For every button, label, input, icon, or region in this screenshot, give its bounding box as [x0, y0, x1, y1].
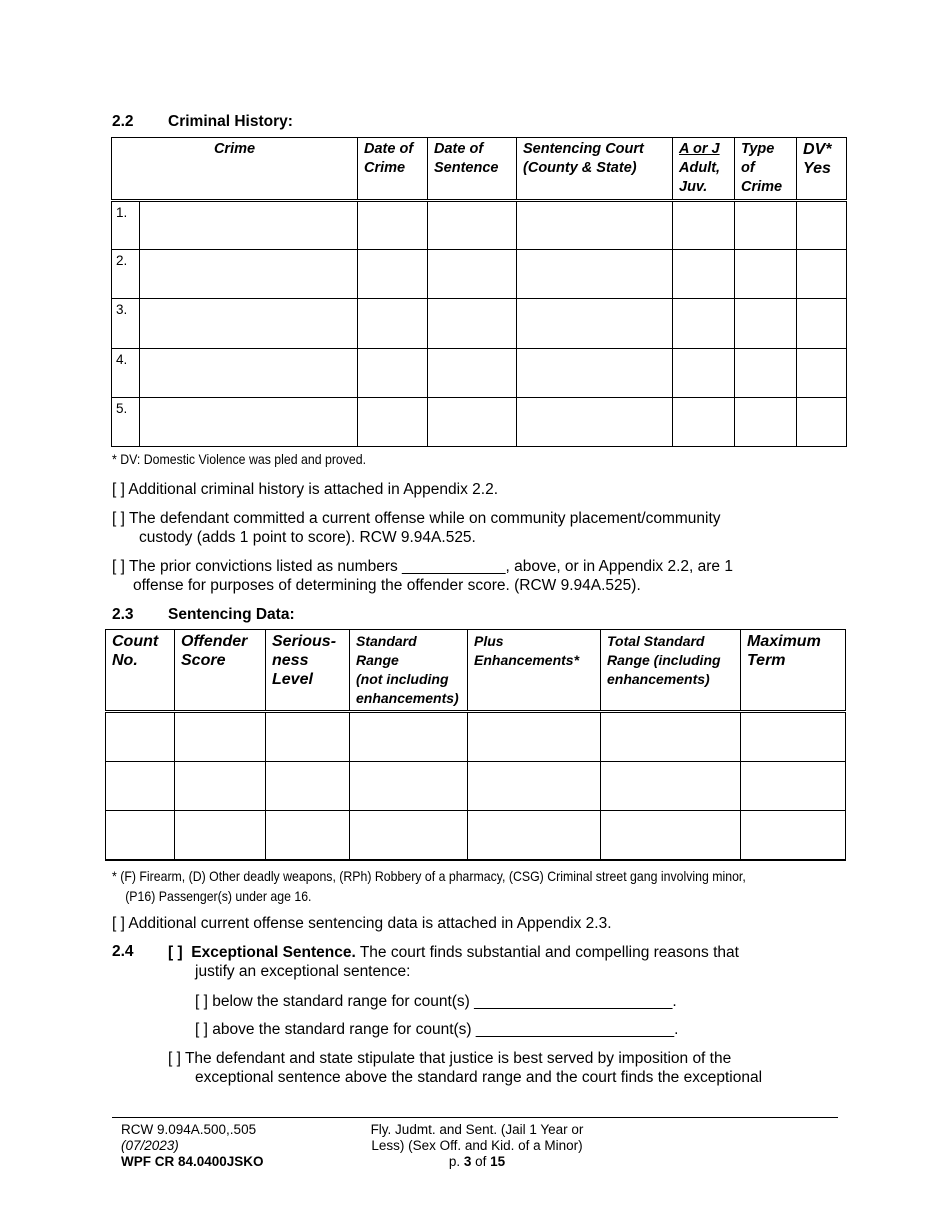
enhancements-cell[interactable] [468, 712, 601, 762]
date-of-sentence-cell[interactable] [428, 299, 517, 349]
dv-cell[interactable] [797, 250, 847, 299]
exceptional-checkbox[interactable]: [ ] [168, 944, 183, 961]
date-of-sentence-cell[interactable] [428, 201, 517, 250]
header-total-standard-range: Total Standard Range (including enhancements) [601, 630, 741, 712]
adult-juv-cell[interactable] [673, 299, 735, 349]
standard-range-cell[interactable] [350, 762, 468, 811]
date-of-sentence-cell[interactable] [428, 349, 517, 398]
crime-cell[interactable] [140, 398, 358, 447]
dv-cell[interactable] [797, 299, 847, 349]
crime-cell[interactable] [140, 349, 358, 398]
option-stipulation[interactable]: [ ] The defendant and state stipulate that justice is best served by imposition of the exceptional sentence above the standard range and the court finds the exceptional [168, 1050, 763, 1086]
seriousness-cell[interactable] [266, 762, 350, 811]
dv-footnote: * DV: Domestic Violence was pled and proved. [112, 451, 367, 467]
header-plus-enhancements: Plus Enhancements* [468, 630, 601, 712]
type-cell[interactable] [735, 349, 797, 398]
header-standard-range: Standard Range (not including enhancements) [350, 630, 468, 712]
total-range-cell[interactable] [601, 811, 741, 860]
adult-juv-cell[interactable] [673, 398, 735, 447]
stipulation-checkbox[interactable]: [ ] [168, 1050, 181, 1067]
dv-cell[interactable] [797, 201, 847, 250]
date-of-crime-cell[interactable] [358, 201, 428, 250]
type-cell[interactable] [735, 201, 797, 250]
section-2-3-title: Sentencing Data: [168, 606, 295, 623]
total-range-cell[interactable] [601, 762, 741, 811]
enhancements-footnote: * (F) Firearm, (D) Other deadly weapons, (RPh) Robbery of a pharmacy, (CSG) Criminal street gang involving minor, (P16) Passenger(s) under age 16. [112, 868, 746, 904]
seriousness-cell[interactable] [266, 712, 350, 762]
maximum-term-cell[interactable] [741, 712, 846, 762]
header-offender-score: Offender Score [175, 630, 266, 712]
header-type-of-crime: Type of Crime [735, 138, 797, 201]
date-of-sentence-cell[interactable] [428, 250, 517, 299]
adult-juv-cell[interactable] [673, 201, 735, 250]
table-row [112, 201, 847, 250]
page-number: p. 3 of 15 [448, 1154, 506, 1169]
standard-range-cell[interactable] [350, 712, 468, 762]
option-additional-sentencing-data[interactable]: [ ] Additional current offense sentencing data is attached in Appendix 2.3. [112, 915, 612, 932]
header-seriousness-level: Serious- ness Level [266, 630, 350, 712]
total-range-cell[interactable] [601, 712, 741, 762]
header-date-of-crime: Date of Crime [358, 138, 428, 201]
type-cell[interactable] [735, 299, 797, 349]
count-cell[interactable] [106, 712, 175, 762]
adult-juv-cell[interactable] [673, 349, 735, 398]
table-row [112, 398, 847, 447]
header-date-of-sentence: Date of Sentence [428, 138, 517, 201]
type-cell[interactable] [735, 250, 797, 299]
court-cell[interactable] [517, 250, 673, 299]
table-row [106, 811, 846, 860]
exceptional-title: Exceptional Sentence. [191, 944, 356, 961]
offender-score-cell[interactable] [175, 762, 266, 811]
date-of-crime-cell[interactable] [358, 299, 428, 349]
header-sentencing-court: Sentencing Court (County & State) [517, 138, 673, 201]
enhancements-cell[interactable] [468, 811, 601, 860]
type-cell[interactable] [735, 398, 797, 447]
crime-cell[interactable] [140, 201, 358, 250]
table-row [112, 250, 847, 299]
maximum-term-cell[interactable] [741, 762, 846, 811]
crime-cell[interactable] [140, 299, 358, 349]
option-additional-history[interactable]: [ ] Additional criminal history is attached in Appendix 2.2. [112, 481, 498, 498]
count-cell[interactable] [106, 811, 175, 860]
standard-range-cell[interactable] [350, 811, 468, 860]
section-2-2-number: 2.2 [112, 113, 134, 130]
table-row [112, 299, 847, 349]
option-below-range[interactable]: [ ] below the standard range for count(s) _______________________. [195, 993, 677, 1010]
date-of-crime-cell[interactable] [358, 398, 428, 447]
adult-juv-cell[interactable] [673, 250, 735, 299]
footer-left: RCW 9.094A.500,.505 (07/2023) WPF CR 84.0400JSKO [121, 1122, 264, 1169]
crime-cell[interactable] [140, 250, 358, 299]
date-of-crime-cell[interactable] [358, 250, 428, 299]
option-prior-convictions[interactable]: [ ] The prior convictions listed as numbers ____________, above, or in Appendix 2.2, are 1 offense for purposes of determining the offender score. (RCW 9.94A.525). [112, 558, 733, 594]
section-2-2-title: Criminal History: [168, 113, 293, 130]
header-count-no: Count No. [106, 630, 175, 712]
option-above-range[interactable]: [ ] above the standard range for count(s) _______________________. [195, 1021, 679, 1038]
header-crime: Crime [112, 138, 358, 201]
date-of-sentence-cell[interactable] [428, 398, 517, 447]
offender-score-cell[interactable] [175, 712, 266, 762]
table-row [106, 712, 846, 762]
court-cell[interactable] [517, 299, 673, 349]
header-maximum-term: Maximum Term [741, 630, 846, 712]
sentencing-data-table [105, 629, 846, 861]
row-number: 5. [112, 398, 140, 447]
header-adult-juv: A or J Adult, Juv. [673, 138, 735, 201]
dv-cell[interactable] [797, 349, 847, 398]
option-community-custody[interactable]: [ ] The defendant committed a current offense while on community placement/community custody (adds 1 point to score). RCW 9.94A.525. [112, 510, 721, 546]
enhancements-cell[interactable] [468, 762, 601, 811]
row-number: 2. [112, 250, 140, 299]
exceptional-sentence-option[interactable]: [ ] Exceptional Sentence. The court finds substantial and compelling reasons that justify an exceptional sentence: [168, 944, 739, 980]
section-2-3-number: 2.3 [112, 606, 134, 623]
row-number: 1. [112, 201, 140, 250]
dv-cell[interactable] [797, 398, 847, 447]
date-of-crime-cell[interactable] [358, 349, 428, 398]
table-row [112, 349, 847, 398]
table-row [106, 762, 846, 811]
row-number: 3. [112, 299, 140, 349]
seriousness-cell[interactable] [266, 811, 350, 860]
criminal-history-table [111, 137, 847, 447]
footer-center: Fly. Judmt. and Sent. (Jail 1 Year or Less) (Sex Off. and Kid. of a Minor) p. 3 of 15 [357, 1122, 597, 1170]
offender-score-cell[interactable] [175, 811, 266, 860]
court-cell[interactable] [517, 201, 673, 250]
court-cell[interactable] [517, 398, 673, 447]
section-2-4-number: 2.4 [112, 943, 134, 960]
row-number: 4. [112, 349, 140, 398]
maximum-term-cell[interactable] [741, 811, 846, 860]
court-cell[interactable] [517, 349, 673, 398]
header-dv-yes: DV* Yes [797, 138, 847, 201]
count-cell[interactable] [106, 762, 175, 811]
footer-divider [112, 1117, 838, 1118]
